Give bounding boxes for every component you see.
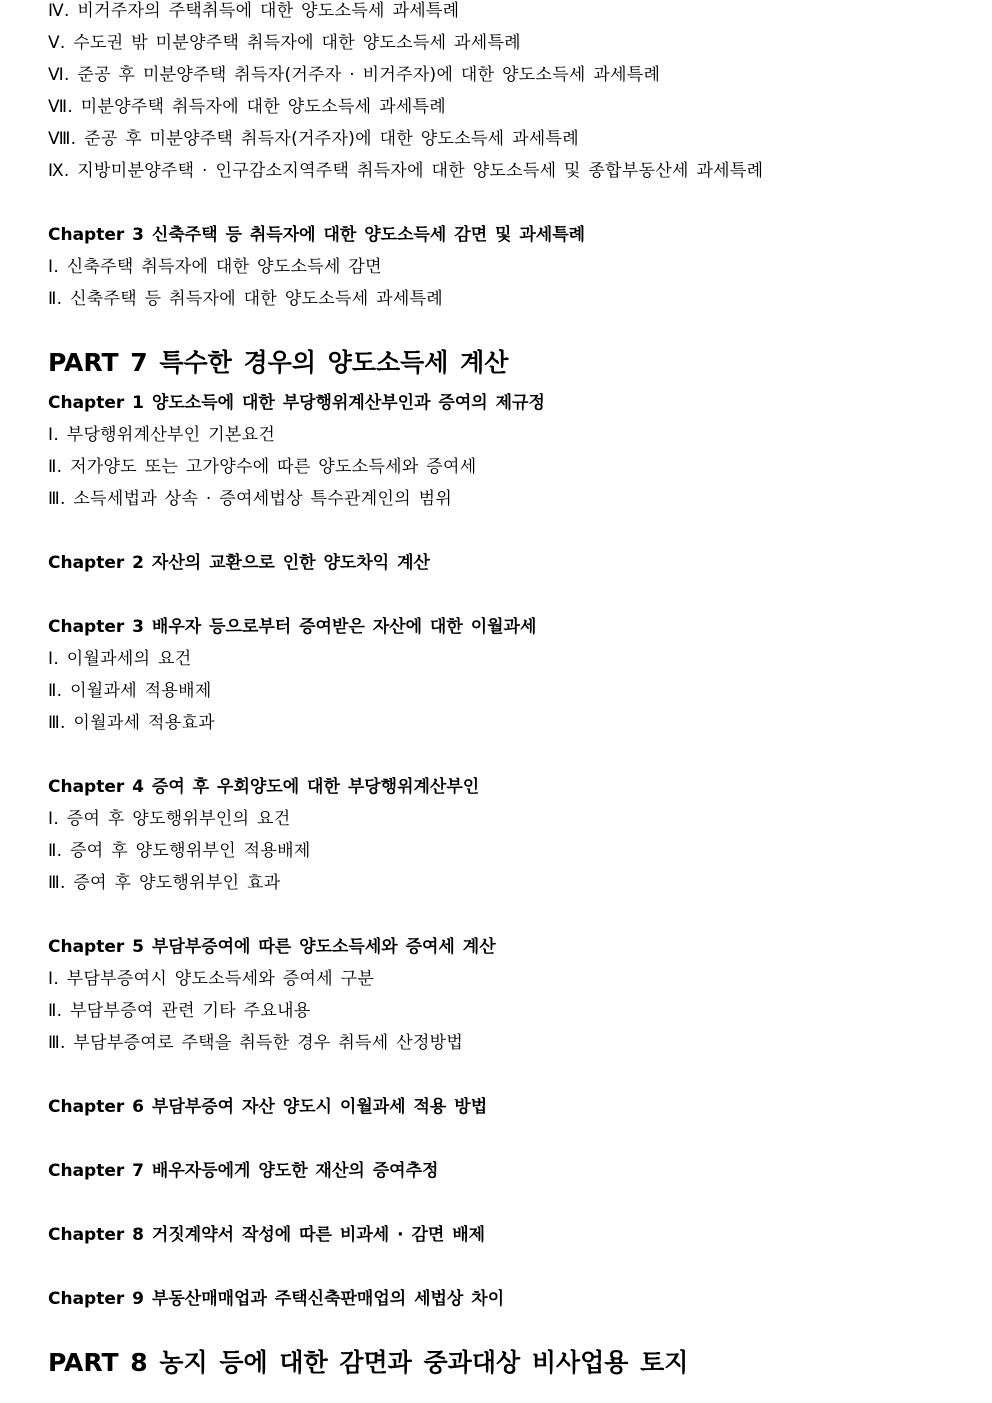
toc-item: Ⅴ. 수도권 밖 미분양주택 취득자에 대한 양도소득세 과세특례 bbox=[48, 33, 521, 53]
toc-item: Ⅲ. 부담부증여로 주택을 취득한 경우 취득세 산정방법 bbox=[48, 1033, 464, 1053]
toc-chapter-heading: Chapter 4 증여 후 우회양도에 대한 부당행위계산부인 bbox=[48, 777, 480, 797]
toc-item: Ⅰ. 신축주택 취득자에 대한 양도소득세 감면 bbox=[48, 257, 382, 277]
toc-item: Ⅵ. 준공 후 미분양주택 취득자(거주자 · 비거주자)에 대한 양도소득세 과세특례 bbox=[48, 65, 661, 85]
toc-item: Ⅸ. 지방미분양주택 · 인구감소지역주택 취득자에 대한 양도소득세 및 종합부동산세 과세특례 bbox=[48, 161, 764, 181]
toc-item: Ⅶ. 미분양주택 취득자에 대한 양도소득세 과세특례 bbox=[48, 97, 446, 117]
toc-item: Ⅲ. 이월과세 적용효과 bbox=[48, 713, 215, 733]
table-of-contents bbox=[48, 0, 978, 1403]
toc-chapter-heading: Chapter 6 부담부증여 자산 양도시 이월과세 적용 방법 bbox=[48, 1097, 488, 1117]
toc-chapter-heading: Chapter 8 거짓계약서 작성에 따른 비과세 · 감면 배제 bbox=[48, 1225, 486, 1245]
toc-part-heading: PART 8 농지 등에 대한 감면과 중과대상 비사업용 토지 bbox=[48, 1348, 689, 1377]
toc-item: Ⅱ. 부담부증여 관련 기타 주요내용 bbox=[48, 1001, 311, 1021]
toc-chapter-heading: Chapter 9 부동산매매업과 주택신축판매업의 세법상 차이 bbox=[48, 1289, 505, 1309]
toc-item: Ⅷ. 준공 후 미분양주택 취득자(거주자)에 대한 양도소득세 과세특례 bbox=[48, 129, 579, 149]
toc-item: Ⅰ. 부당행위계산부인 기본요건 bbox=[48, 425, 276, 445]
toc-item: Ⅱ. 저가양도 또는 고가양수에 따른 양도소득세와 증여세 bbox=[48, 457, 477, 477]
toc-item: Ⅱ. 이월과세 적용배제 bbox=[48, 681, 212, 701]
toc-chapter-heading: Chapter 3 신축주택 등 취득자에 대한 양도소득세 감면 및 과세특례 bbox=[48, 225, 586, 245]
toc-chapter-heading: Chapter 3 배우자 등으로부터 증여받은 자산에 대한 이월과세 bbox=[48, 617, 537, 637]
toc-item: Ⅱ. 증여 후 양도행위부인 적용배제 bbox=[48, 841, 311, 861]
toc-item: Ⅰ. 부담부증여시 양도소득세와 증여세 구분 bbox=[48, 969, 375, 989]
toc-chapter-heading: Chapter 5 부담부증여에 따른 양도소득세와 증여세 계산 bbox=[48, 937, 496, 957]
toc-item: Ⅰ. 이월과세의 요건 bbox=[48, 649, 192, 669]
toc-item: Ⅲ. 소득세법과 상속 · 증여세법상 특수관계인의 범위 bbox=[48, 489, 453, 509]
toc-chapter-heading: Chapter 2 자산의 교환으로 인한 양도차익 계산 bbox=[48, 553, 430, 573]
toc-item: Ⅱ. 신축주택 등 취득자에 대한 양도소득세 과세특례 bbox=[48, 289, 444, 309]
toc-item: Ⅳ. 비거주자의 주택취득에 대한 양도소득세 과세특례 bbox=[48, 1, 460, 21]
toc-chapter-heading: Chapter 1 양도소득에 대한 부당행위계산부인과 증여의 제규정 bbox=[48, 393, 545, 413]
toc-part-heading: PART 7 특수한 경우의 양도소득세 계산 bbox=[48, 348, 509, 377]
toc-item: Ⅰ. 증여 후 양도행위부인의 요건 bbox=[48, 809, 291, 829]
toc-chapter-heading: Chapter 7 배우자등에게 양도한 재산의 증여추정 bbox=[48, 1161, 439, 1181]
toc-item: Ⅲ. 증여 후 양도행위부인 효과 bbox=[48, 873, 281, 893]
